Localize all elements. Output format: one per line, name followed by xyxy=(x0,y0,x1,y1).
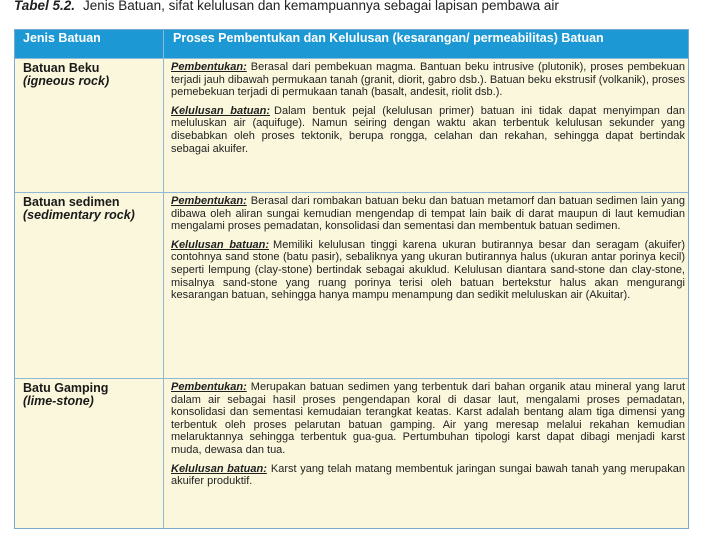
rock-name: Batuan Beku xyxy=(23,61,100,75)
row-content-sedimentary xyxy=(171,195,685,308)
caption-label: Tabel 5.2. xyxy=(14,0,76,13)
formation-paragraph xyxy=(171,61,685,99)
formation-label: Pembentukan: xyxy=(171,195,247,207)
permeability-paragraph xyxy=(171,105,685,155)
rock-types-table xyxy=(14,29,689,529)
column-divider xyxy=(163,30,164,528)
row-content-igneous xyxy=(171,61,685,161)
rock-name: Batu Gamping xyxy=(23,381,109,395)
permeability-paragraph xyxy=(171,463,685,488)
permeability-label: Kelulusan batuan: xyxy=(171,462,267,475)
row-divider xyxy=(15,192,688,193)
row-name-igneous xyxy=(23,62,159,88)
row-divider xyxy=(15,58,688,59)
rock-english-name: (igneous rock) xyxy=(23,74,110,88)
formation-text: Merupakan batuan sedimen yang terbentuk dari bahan organik atau mineral yang larut dalam air sebagai hasil proses pengendapan koral di dasar laut, mengalami proses pemadatan, konsolidasi dan sementasi kemudaian terangkat keatas. Karst adalah bentang alam tiga dimensi yang terbentuk oleh proses pelarutan batuan gamping. Air yang meresap melalui rekahan kemudian melaruktannya sehingga terbentuk gua-gua. Pertumbuhan tipologi karst dapat dibagi menjadi karst muda, dewasa dan tua. xyxy=(171,381,685,456)
row-content-limestone xyxy=(171,381,685,494)
permeability-text: Karst yang telah matang membentuk jaringan sungai bawah tanah yang merupakan akuifer produktif. xyxy=(171,462,685,488)
row-name-limestone xyxy=(23,382,159,408)
header-rock-type: Jenis Batuan xyxy=(23,31,101,45)
caption-title: Jenis Batuan, sifat kelulusan dan kemampuannya sebagai lapisan pembawa air xyxy=(83,0,559,13)
formation-label: Pembentukan: xyxy=(171,381,247,393)
permeability-text: Memiliki kelulusan tinggi karena ukuran butirannya besar dan seragam (akuifer) contohnya sand stone (batu pasir), sebaliknya yang ukuran butirannya halus (ukuran antar porinya kecil) seperti lempung (clay-stone) bertindak sebagai akuklud. Kelulusan diantara sand-stone dan clay-stone, misalnya sand-stone yang ruang porinya terisi oleh batuan bertekstur halus akan mengurangi kesarangan batuan, sehingga hanya mampu menampung dan sedikit meluluskan air (Akuitar). xyxy=(171,238,685,302)
row-name-sedimentary xyxy=(23,196,159,222)
formation-text: Berasal dari pembekuan magma. Bantuan beku intrusive (plutonik), proses pembekuan terjadi jauh dibawah permukaan tanah (granit, diorit, gabro dsb.). Batuan beku ekstrusif (volkanik), proses pemebekuan terjadi di permukaan tanah (basalt, andesit, riolit dsb.). xyxy=(171,61,685,99)
rock-english-name: (sedimentary rock) xyxy=(23,208,135,222)
table-caption xyxy=(14,0,704,28)
formation-text: Berasal dari rombakan batuan beku dan batuan metamorf dan batuan sedimen lain yang dibawa oleh aliran sungai kemudian mengendap di tempat lain baik di darat maupun di laut kemudian mengalami proses pemadatan, konsolidasi dan sementasi dan membentuk batuan sedimen. xyxy=(171,195,685,233)
formation-paragraph xyxy=(171,195,685,233)
rock-name: Batuan sedimen xyxy=(23,195,120,209)
row-divider xyxy=(15,378,688,379)
permeability-label: Kelulusan batuan: xyxy=(171,238,270,251)
permeability-label: Kelulusan batuan: xyxy=(171,104,271,117)
formation-paragraph xyxy=(171,381,685,457)
rock-english-name: (lime-stone) xyxy=(23,394,94,408)
header-process-permeability: Proses Pembentukan dan Kelulusan (kesarangan/ permeabilitas) Batuan xyxy=(173,31,604,45)
formation-label: Pembentukan: xyxy=(171,61,247,73)
permeability-text: Dalam bentuk pejal (kelulusan primer) batuan ini tidak dapat menyimpan dan meluluskan air (aquifuge). Namun seiring dengan waktu akan terbentuk kelulusan sekunder yang disebabkan oleh proses tektonik, berupa rongga, celahan dan rekahan, sehingga dapat bertindak sebagai akuifer. xyxy=(171,104,686,155)
permeability-paragraph xyxy=(171,239,685,302)
table-header xyxy=(15,30,688,58)
